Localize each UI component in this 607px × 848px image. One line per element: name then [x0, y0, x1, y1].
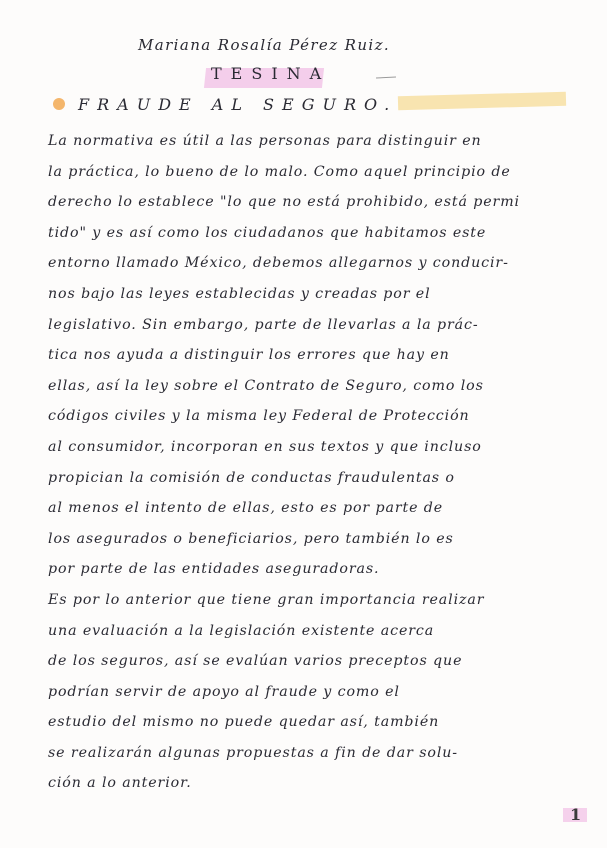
body-line: nos bajo las leyes establecidas y creadas por el [48, 285, 431, 302]
document-title: TESINA [211, 64, 331, 83]
body-text [48, 126, 568, 799]
body-line: códigos civiles y la misma ley Federal de Protección [48, 408, 470, 425]
page-number: 1 [570, 805, 582, 824]
body-line: podrían servir de apoyo al fraude y como el [48, 683, 400, 700]
body-line: propician la comisión de conductas fraudulentas o [48, 469, 455, 486]
body-line: tica nos ayuda a distinguir los errores que hay en [48, 347, 450, 364]
body-line: La normativa es útil a las personas para distinguir en [48, 133, 482, 149]
body-line: entorno llamado México, debemos allegarnos y conducir- [48, 255, 509, 272]
body-line: ellas, así la ley sobre el Contrato de Seguro, como los [48, 377, 484, 394]
body-line: ción a lo anterior. [48, 775, 192, 792]
title-block [205, 64, 330, 83]
body-line: al consumidor, incorporan en sus textos y que incluso [48, 438, 482, 455]
body-line: estudio del mismo no puede quedar así, también [48, 714, 440, 731]
body-line: al menos el intento de ellas, esto es por parte de [48, 500, 444, 517]
author-name: Mariana Rosalía Pérez Ruiz. [138, 36, 391, 54]
body-line: por parte de las entidades aseguradoras. [48, 561, 380, 578]
body-line: tido" y es así como los ciudadanos que habitamos este [48, 224, 487, 241]
body-line: Es por lo anterior que tiene gran importancia realizar [48, 591, 485, 608]
body-line: los asegurados o beneficiarios, pero también lo es [48, 530, 454, 547]
body-line: de los seguros, así se evalúan varios preceptos que [48, 653, 463, 670]
heading-highlight [398, 92, 566, 110]
bullet-dot-icon [53, 98, 65, 110]
body-line: una evaluación a la legislación existente acerca [48, 622, 435, 639]
body-line: derecho lo establece "lo que no está prohibido, está permi [48, 194, 520, 211]
body-line: la práctica, lo bueno de lo malo. Como aquel principio de [48, 163, 511, 180]
body-line: se realizarán algunas propuestas a fin de dar solu- [48, 744, 458, 761]
body-line: legislativo. Sin embargo, parte de llevarlas a la prác- [48, 316, 479, 333]
section-heading: FRAUDE AL SEGURO. [78, 95, 398, 114]
decorative-dash [376, 76, 396, 78]
